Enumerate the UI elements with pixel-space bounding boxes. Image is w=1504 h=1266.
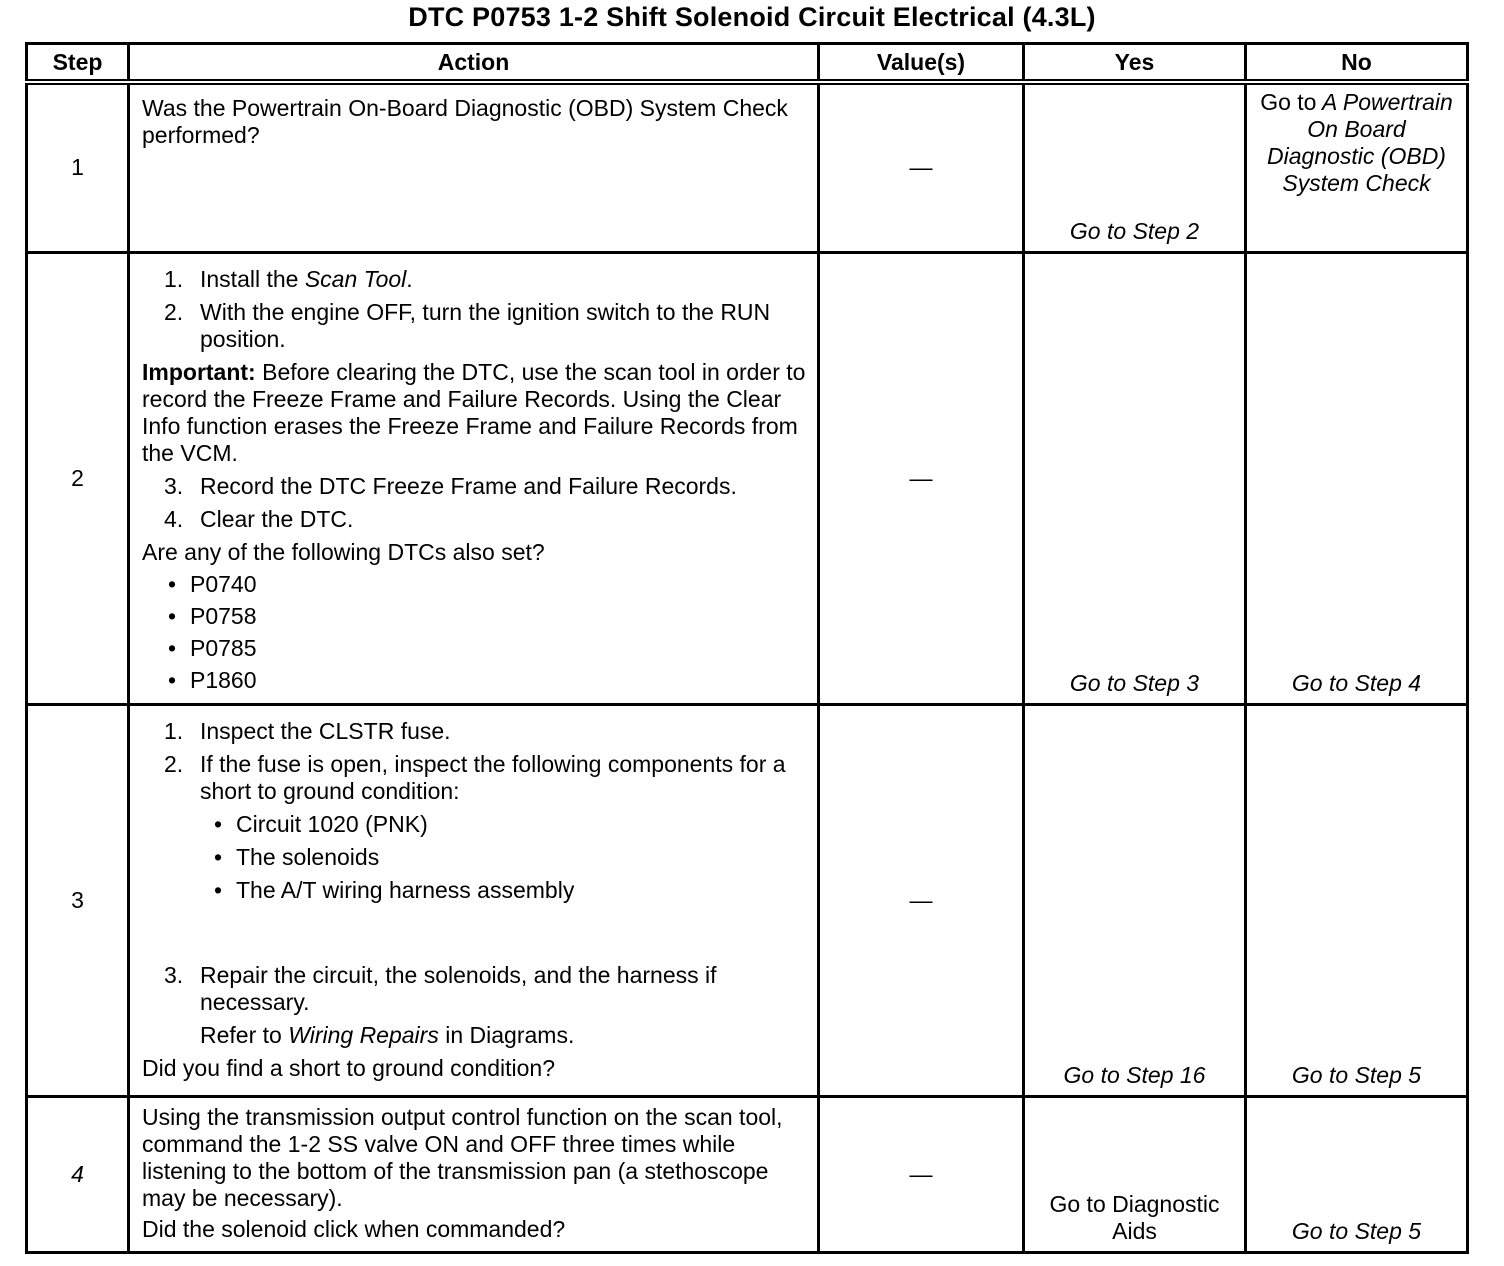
- table-row: [27, 252, 1468, 704]
- refer-text-end: in Diagrams.: [438, 1021, 575, 1048]
- component-list: [200, 811, 807, 904]
- action-steps: [142, 266, 807, 353]
- component-name: The solenoids: [236, 843, 380, 870]
- action-text: Using the transmission output control function on the scan tool, command the 1-2 SS valve ON and OFF three times while listening to the bottom of the transmission pan (a stethoscope may be necessary).: [142, 1103, 783, 1211]
- action-steps: [142, 718, 807, 1016]
- list-item: [142, 718, 807, 745]
- value-cell: —: [819, 704, 1024, 1096]
- no-link[interactable]: Go to Step 5: [1246, 1096, 1468, 1252]
- no-link[interactable]: Go to Step 5: [1246, 704, 1468, 1096]
- dtc-code: P1860: [190, 666, 257, 693]
- list-item: • P0740: [168, 570, 257, 597]
- action-question: Was the Powertrain On-Board Diagnostic (OBD) System Check performed?: [142, 95, 788, 148]
- step-num: 4.: [164, 505, 184, 532]
- value-cell: —: [819, 1096, 1024, 1252]
- list-item: • P0785: [168, 634, 257, 661]
- dtc-list: [142, 571, 807, 694]
- component-name: Circuit 1020 (PNK): [236, 810, 428, 837]
- yes-link[interactable]: Go to Step 2: [1024, 82, 1246, 252]
- step-num: 1.: [164, 265, 184, 292]
- no-link[interactable]: Go to Step 4: [1246, 252, 1468, 704]
- step-number: 4: [27, 1096, 129, 1252]
- step-num: 1.: [164, 717, 184, 744]
- diagnostic-table: [25, 42, 1469, 1254]
- list-item: [142, 751, 807, 904]
- table-row: [27, 704, 1468, 1096]
- action-question: Did you find a short to ground condition?: [142, 1054, 555, 1081]
- list-item: [142, 266, 807, 293]
- action-cell: [129, 704, 819, 1096]
- list-item: • Circuit 1020 (PNK): [214, 810, 428, 837]
- important-text: Before clearing the DTC, use the scan tool in order to record the Freeze Frame and Failure Records. Using the Clear Info function erases the Freeze Frame and Failure Records from the VCM.: [142, 358, 806, 466]
- value-cell: —: [819, 252, 1024, 704]
- page-title: DTC P0753 1-2 Shift Solenoid Circuit Electrical (4.3L): [408, 2, 1096, 32]
- step-num: 3.: [164, 961, 184, 988]
- header-yes: Yes: [1024, 44, 1246, 83]
- yes-link[interactable]: Go to Step 3: [1024, 252, 1246, 704]
- step-text: Record the DTC Freeze Frame and Failure Records.: [200, 472, 737, 499]
- action-steps: [142, 473, 807, 533]
- important-label: Important:: [142, 358, 256, 385]
- yes-link[interactable]: Go to Diagnostic Aids: [1024, 1096, 1246, 1252]
- list-item: • The A/T wiring harness assembly: [214, 876, 575, 903]
- dtc-code: P0740: [190, 570, 257, 597]
- list-item: [142, 962, 807, 1016]
- step-num: 2.: [164, 298, 184, 325]
- step-text: With the engine OFF, turn the ignition switch to the RUN position.: [200, 298, 771, 352]
- step-text-end: .: [406, 265, 413, 292]
- important-note: [142, 359, 807, 467]
- step-number: 2: [27, 252, 129, 704]
- step-num: 2.: [164, 750, 184, 777]
- step-number: 3: [27, 704, 129, 1096]
- yes-link[interactable]: Go to Step 16: [1024, 704, 1246, 1096]
- table-row: [27, 1096, 1468, 1252]
- list-item: • The solenoids: [214, 843, 380, 870]
- action-question: Are any of the following DTCs also set?: [142, 538, 545, 565]
- no-link-prefix: Go to: [1260, 89, 1317, 115]
- list-item: • P0758: [168, 602, 257, 629]
- refer-text: Refer to: [200, 1021, 289, 1048]
- list-item: [142, 473, 807, 500]
- step-text: Install the: [200, 265, 305, 292]
- action-question: Did the solenoid click when commanded?: [142, 1215, 566, 1242]
- header-step: Step: [27, 44, 129, 83]
- header-values: Value(s): [819, 44, 1024, 83]
- header-no: No: [1246, 44, 1468, 83]
- dtc-code: P0785: [190, 634, 257, 661]
- step-text: If the fuse is open, inspect the following components for a short to ground condition:: [200, 750, 786, 804]
- list-item: • P1860: [168, 666, 257, 693]
- list-item: [142, 299, 807, 353]
- step-text: Repair the circuit, the solenoids, and the harness if necessary.: [200, 961, 717, 1015]
- wiring-repairs-ref[interactable]: Wiring Repairs: [288, 1021, 439, 1048]
- action-cell: [129, 82, 819, 252]
- dtc-code: P0758: [190, 602, 257, 629]
- component-name: The A/T wiring harness assembly: [236, 876, 575, 903]
- step-number: 1: [27, 82, 129, 252]
- step-num: 3.: [164, 472, 184, 499]
- list-item: [142, 506, 807, 533]
- refer-note: [142, 1022, 807, 1049]
- action-cell: [129, 1096, 819, 1252]
- table-row: [27, 82, 1468, 252]
- no-link[interactable]: [1246, 82, 1468, 252]
- step-text: Clear the DTC.: [200, 505, 354, 532]
- action-cell: [129, 252, 819, 704]
- value-cell: —: [819, 82, 1024, 252]
- table-header-row: [27, 44, 1468, 83]
- no-link-ref: A Powertrain On Board Diagnostic (OBD) System Check: [1267, 89, 1453, 196]
- step-text: Inspect the CLSTR fuse.: [200, 717, 451, 744]
- scan-tool-ref: Scan Tool: [304, 265, 407, 292]
- header-action: Action: [129, 44, 819, 83]
